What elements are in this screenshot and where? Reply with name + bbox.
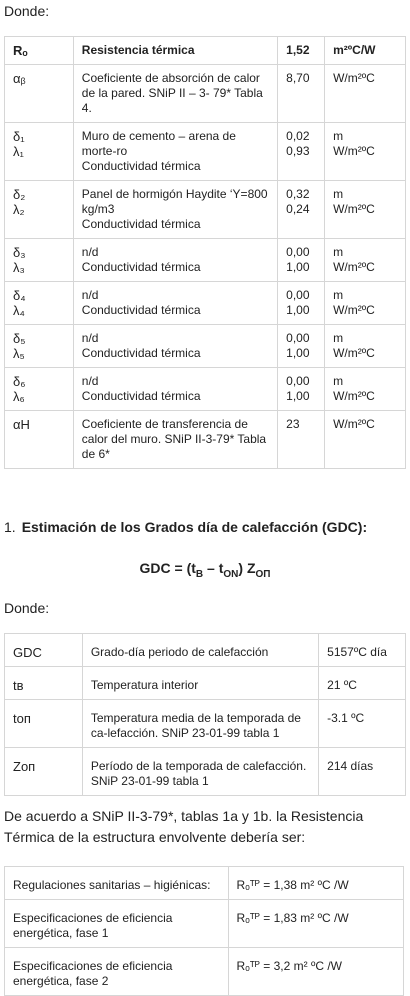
description-cell: Especificaciones de eficiencia energética, fase 1 — [5, 900, 229, 948]
value-cell: Rₒᵀᴾ = 3,2 m² ºC /W — [228, 948, 403, 996]
description-cell: Especificaciones de eficiencia energética, fase 2 — [5, 948, 229, 996]
table-row — [5, 900, 404, 948]
unit-cell: m W/m²ºC — [325, 282, 406, 325]
unit-cell: W/m²ºC — [325, 65, 406, 123]
symbol-cell: δ₄ λ₄ — [5, 282, 74, 325]
value-cell: 214 días — [319, 748, 406, 796]
description-cell: Panel de hormigón Haydite ‘Y=800 kg/m3 Conductividad térmica — [73, 181, 277, 239]
value-cell: 0,00 1,00 — [278, 368, 325, 411]
value-cell: 0,00 1,00 — [278, 325, 325, 368]
table-row — [5, 948, 404, 996]
description-cell: Coeficiente de transferencia de calor del muro. SNiP II-3-79* Tabla de 6* — [73, 411, 277, 469]
description-cell: Período de la temporada de calefacción. SNiP 23-01-99 tabla 1 — [82, 748, 318, 796]
table-row — [5, 368, 406, 411]
table-row — [5, 867, 404, 900]
table-row — [5, 634, 406, 667]
symbol-cell: αᵦ — [5, 65, 74, 123]
description-cell: Resistencia térmica — [73, 37, 277, 65]
requirements-paragraph: De acuerdo a SNiP II-3-79*, tablas 1a y 1b. la Resistencia Térmica de la estructura envolvente debería ser: — [4, 808, 364, 845]
value-cell: Rₒᵀᴾ = 1,83 m² ºC /W — [228, 900, 403, 948]
symbol-cell: GDC — [5, 634, 83, 667]
gdc-table — [4, 633, 406, 796]
symbol-cell: Rₒ — [5, 37, 74, 65]
value-cell: Rₒᵀᴾ = 1,38 m² ºC /W — [228, 867, 403, 900]
description-cell: n/d Conductividad térmica — [73, 368, 277, 411]
section-title: Estimación de los Grados día de calefacción (GDC): — [21, 519, 368, 535]
value-cell: 8,70 — [278, 65, 325, 123]
value-cell: 0,00 1,00 — [278, 239, 325, 282]
description-cell: n/d Conductividad térmica — [73, 239, 277, 282]
symbol-cell: δ₆ λ₆ — [5, 368, 74, 411]
description-cell: Regulaciones sanitarias – higiénicas: — [5, 867, 229, 900]
unit-cell: m²ºC/W — [325, 37, 406, 65]
table-header-row — [5, 37, 406, 65]
section-number: 1. — [4, 519, 16, 535]
thermal-resistance-table — [4, 36, 406, 469]
value-cell: 0,02 0,93 — [278, 123, 325, 181]
description-cell: Grado-día periodo de calefacción — [82, 634, 318, 667]
unit-cell: m W/m²ºC — [325, 181, 406, 239]
table-row — [5, 123, 406, 181]
table-row — [5, 181, 406, 239]
symbol-cell: δ₁ λ₁ — [5, 123, 74, 181]
description-cell: Temperatura media de la temporada de ca-lefacción. SNiP 23-01-99 tabla 1 — [82, 700, 318, 748]
intro-label: Donde: — [4, 3, 50, 19]
table-row — [5, 411, 406, 469]
intro-label-2: Donde: — [4, 600, 50, 616]
description-cell: n/d Conductividad térmica — [73, 282, 277, 325]
table-row — [5, 748, 406, 796]
symbol-cell: δ₃ λ₃ — [5, 239, 74, 282]
section-heading — [4, 519, 367, 535]
table-row — [5, 282, 406, 325]
table-row — [5, 667, 406, 700]
symbol-cell: Zоп — [5, 748, 83, 796]
table-row — [5, 239, 406, 282]
required-resistance-table — [4, 866, 404, 996]
gdc-formula: GDC = $(t_B - t_{ON})$ $Z_{ОП}$ — [139, 560, 271, 580]
unit-cell: m W/m²ºC — [325, 123, 406, 181]
table-row — [5, 325, 406, 368]
description-cell: Coeficiente de absorción de calor de la pared. SNiP II – 3- 79* Tabla 4. — [73, 65, 277, 123]
description-cell: n/d Conductividad térmica — [73, 325, 277, 368]
value-cell: 23 — [278, 411, 325, 469]
unit-cell: m W/m²ºC — [325, 368, 406, 411]
symbol-cell: αH — [5, 411, 74, 469]
description-cell: Temperatura interior — [82, 667, 318, 700]
value-cell: 5157ºC día — [319, 634, 406, 667]
table-row — [5, 65, 406, 123]
unit-cell: m W/m²ºC — [325, 325, 406, 368]
unit-cell: m W/m²ºC — [325, 239, 406, 282]
description-cell: Muro de cemento – arena de morte-ro Conductividad térmica — [73, 123, 277, 181]
symbol-cell: δ₂ λ₂ — [5, 181, 74, 239]
symbol-cell: tоп — [5, 700, 83, 748]
unit-cell: W/m²ºC — [325, 411, 406, 469]
value-cell: 0,32 0,24 — [278, 181, 325, 239]
symbol-cell: tв — [5, 667, 83, 700]
table-row — [5, 700, 406, 748]
value-cell: -3.1 ºC — [319, 700, 406, 748]
value-cell: 21 ºC — [319, 667, 406, 700]
symbol-cell: δ₅ λ₅ — [5, 325, 74, 368]
value-cell: 1,52 — [278, 37, 325, 65]
value-cell: 0,00 1,00 — [278, 282, 325, 325]
